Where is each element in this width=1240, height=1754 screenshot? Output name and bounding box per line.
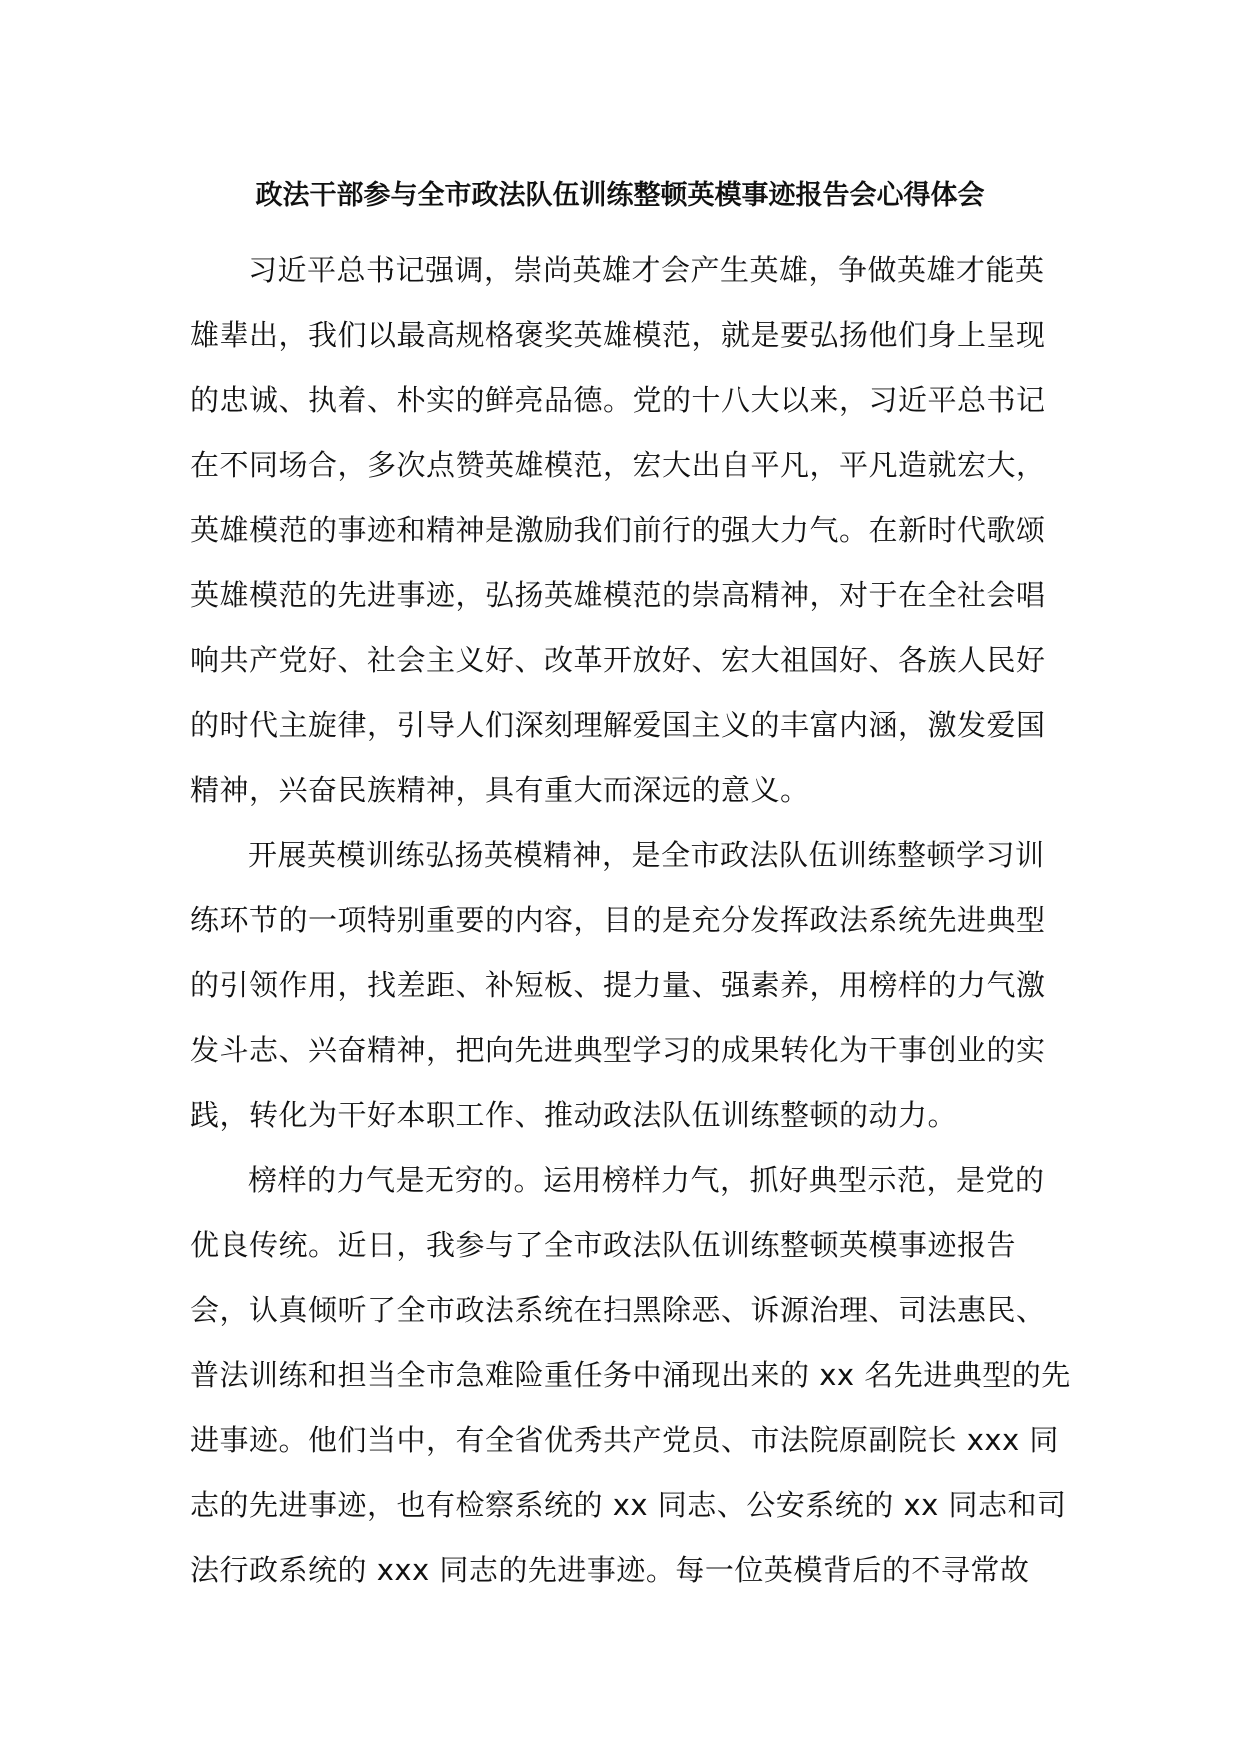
paragraph-line: 练环节的一项特别重要的内容，目的是充分发挥政法系统先进典型 (190, 903, 1046, 937)
paragraph-line: 的忠诚、执着、朴实的鲜亮品德。党的十八大以来，习近平总书记 (190, 383, 1046, 417)
paragraph-line: 英雄模范的先进事迹，弘扬英雄模范的崇高精神，对于在全社会唱 (190, 578, 1046, 612)
paragraph-line: 发斗志、兴奋精神，把向先进典型学习的成果转化为干事创业的实 (190, 1033, 1046, 1067)
paragraph-line: 会，认真倾听了全市政法系统在扫黑除恶、诉源治理、司法惠民、 (190, 1293, 1046, 1327)
paragraph-line: 践，转化为干好本职工作、推动政法队伍训练整顿的动力。 (190, 1098, 958, 1132)
paragraph-line: 习近平总书记强调，崇尚英雄才会产生英雄，争做英雄才能英 (248, 253, 1045, 287)
paragraph-line: 精神，兴奋民族精神，具有重大而深远的意义。 (190, 773, 810, 807)
paragraph-3 (190, 1148, 1071, 1603)
paragraph-line: 的引领作用，找差距、补短板、提力量、强素养，用榜样的力气激 (190, 968, 1046, 1002)
paragraph-line: 普法训练和担当全市急难险重任务中涌现出来的 xx 名先进典型的先 (190, 1358, 1071, 1392)
paragraph-line: 榜样的力气是无穷的。运用榜样力气，抓好典型示范，是党的 (248, 1163, 1045, 1197)
document-title: 政法干部参与全市政法队伍训练整顿英模事迹报告会心得体会 (255, 180, 985, 211)
paragraph-line: 进事迹。他们当中，有全省优秀共产党员、市法院原副院长 xxx 同 (190, 1423, 1059, 1457)
paragraph-line: 在不同场合，多次点赞英雄模范，宏大出自平凡，平凡造就宏大， (190, 448, 1046, 482)
paragraph-line: 法行政系统的 xxx 同志的先进事迹。每一位英模背后的不寻常故 (190, 1553, 1030, 1587)
paragraph-line: 响共产党好、社会主义好、改革开放好、宏大祖国好、各族人民好 (190, 643, 1046, 677)
paragraph-line: 的时代主旋律，引导人们深刻理解爱国主义的丰富内涵，激发爱国 (190, 708, 1046, 742)
paragraph-line: 英雄模范的事迹和精神是激励我们前行的强大力气。在新时代歌颂 (190, 513, 1046, 547)
paragraph-line: 开展英模训练弘扬英模精神，是全市政法队伍训练整顿学习训 (248, 838, 1045, 872)
paragraph-line: 雄辈出，我们以最高规格褒奖英雄模范，就是要弘扬他们身上呈现 (190, 318, 1046, 352)
document-body (190, 238, 1071, 1603)
paragraph-1 (190, 238, 1058, 823)
paragraph-line: 优良传统。近日，我参与了全市政法队伍训练整顿英模事迹报告 (190, 1228, 1017, 1262)
paragraph-2 (190, 823, 1058, 1148)
paragraph-line: 志的先进事迹，也有检察系统的 xx 同志、公安系统的 xx 同志和司 (190, 1488, 1067, 1522)
